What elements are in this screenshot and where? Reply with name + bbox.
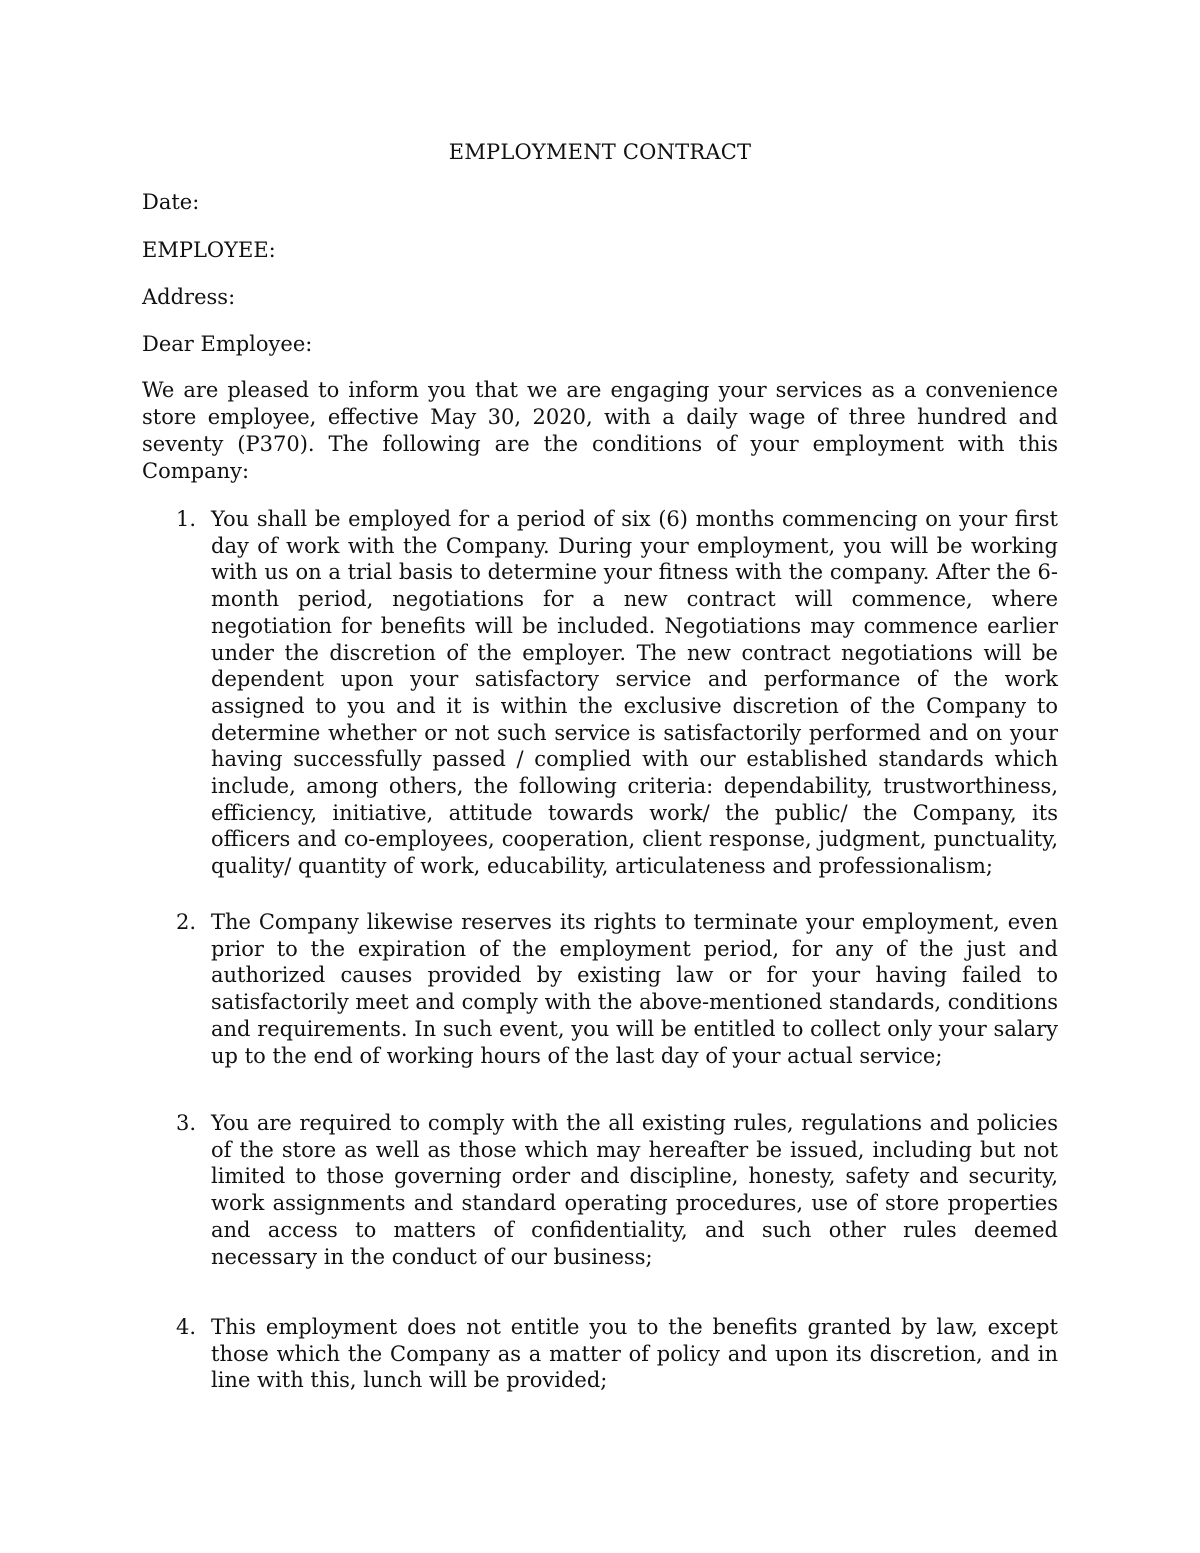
list-item: [142, 506, 1058, 880]
list-item-number: 3.: [176, 1111, 197, 1135]
list-item-text: You shall be employed for a period of six (6) months commencing on your first day of work with the Company. During your employment, you will be working with us on a trial basis to determine your fitness with the company. After the 6-month period, negotiations for a new contract will commence, where negotiation for benefits will be included. Negotiations may commence earlier under the discretion of the employer. The new contract negotiations will be dependent upon your satisfactory service and performance of the work assigned to you and it is within the exclusive discretion of the Company to determine whether or not such service is satisfactorily performed and on your having successfully passed / complied with our established standards which include, among others, the following criteria: dependability, trustworthiness, efficiency, initiative, attitude towards work/ the public/ the Company, its officers and co-employees, cooperation, client response, judgment, punctuality, quality/ quantity of work, educability, articulateness and professionalism;: [211, 507, 1058, 879]
address-label: Address:: [142, 285, 236, 309]
intro-paragraph: We are pleased to inform you that we are engaging your services as a convenience store employee, effective May 30, 2020, with a daily wage of three hundred and seventy (P370). The following are the conditions of your employment with this Company:: [142, 378, 1058, 483]
list-item-number: 4.: [176, 1315, 197, 1339]
list-item: [142, 909, 1058, 1069]
list-item: [142, 1110, 1058, 1270]
list-item-text: This employment does not entitle you to the benefits granted by law, except those which the Company as a matter of policy and upon its discretion, and in line with this, lunch will be provided;: [211, 1315, 1058, 1393]
list-item-number: 2.: [176, 910, 197, 934]
list-item-number: 1.: [176, 507, 197, 531]
document-title: EMPLOYMENT CONTRACT: [448, 140, 752, 164]
list-item: [142, 1314, 1058, 1394]
list-item-text: The Company likewise reserves its rights to terminate your employment, even prior to the expiration of the employment period, for any of the just and authorized causes provided by existing law or for your having failed to satisfactorily meet and comply with the above-mentioned standards, conditions and requirements. In such event, you will be entitled to collect only your salary up to the end of working hours of the last day of your actual service;: [211, 910, 1058, 1068]
salutation: Dear Employee:: [142, 332, 313, 356]
date-label: Date:: [142, 190, 200, 214]
employee-label: EMPLOYEE:: [142, 238, 276, 262]
list-item-text: You are required to comply with the all existing rules, regulations and policies of the store as well as those which may hereafter be issued, including but not limited to those governing order and discipline, honesty, safety and security, work assignments and standard operating procedures, use of store properties and access to matters of confidentiality, and such other rules deemed necessary in the conduct of our business;: [211, 1111, 1058, 1269]
